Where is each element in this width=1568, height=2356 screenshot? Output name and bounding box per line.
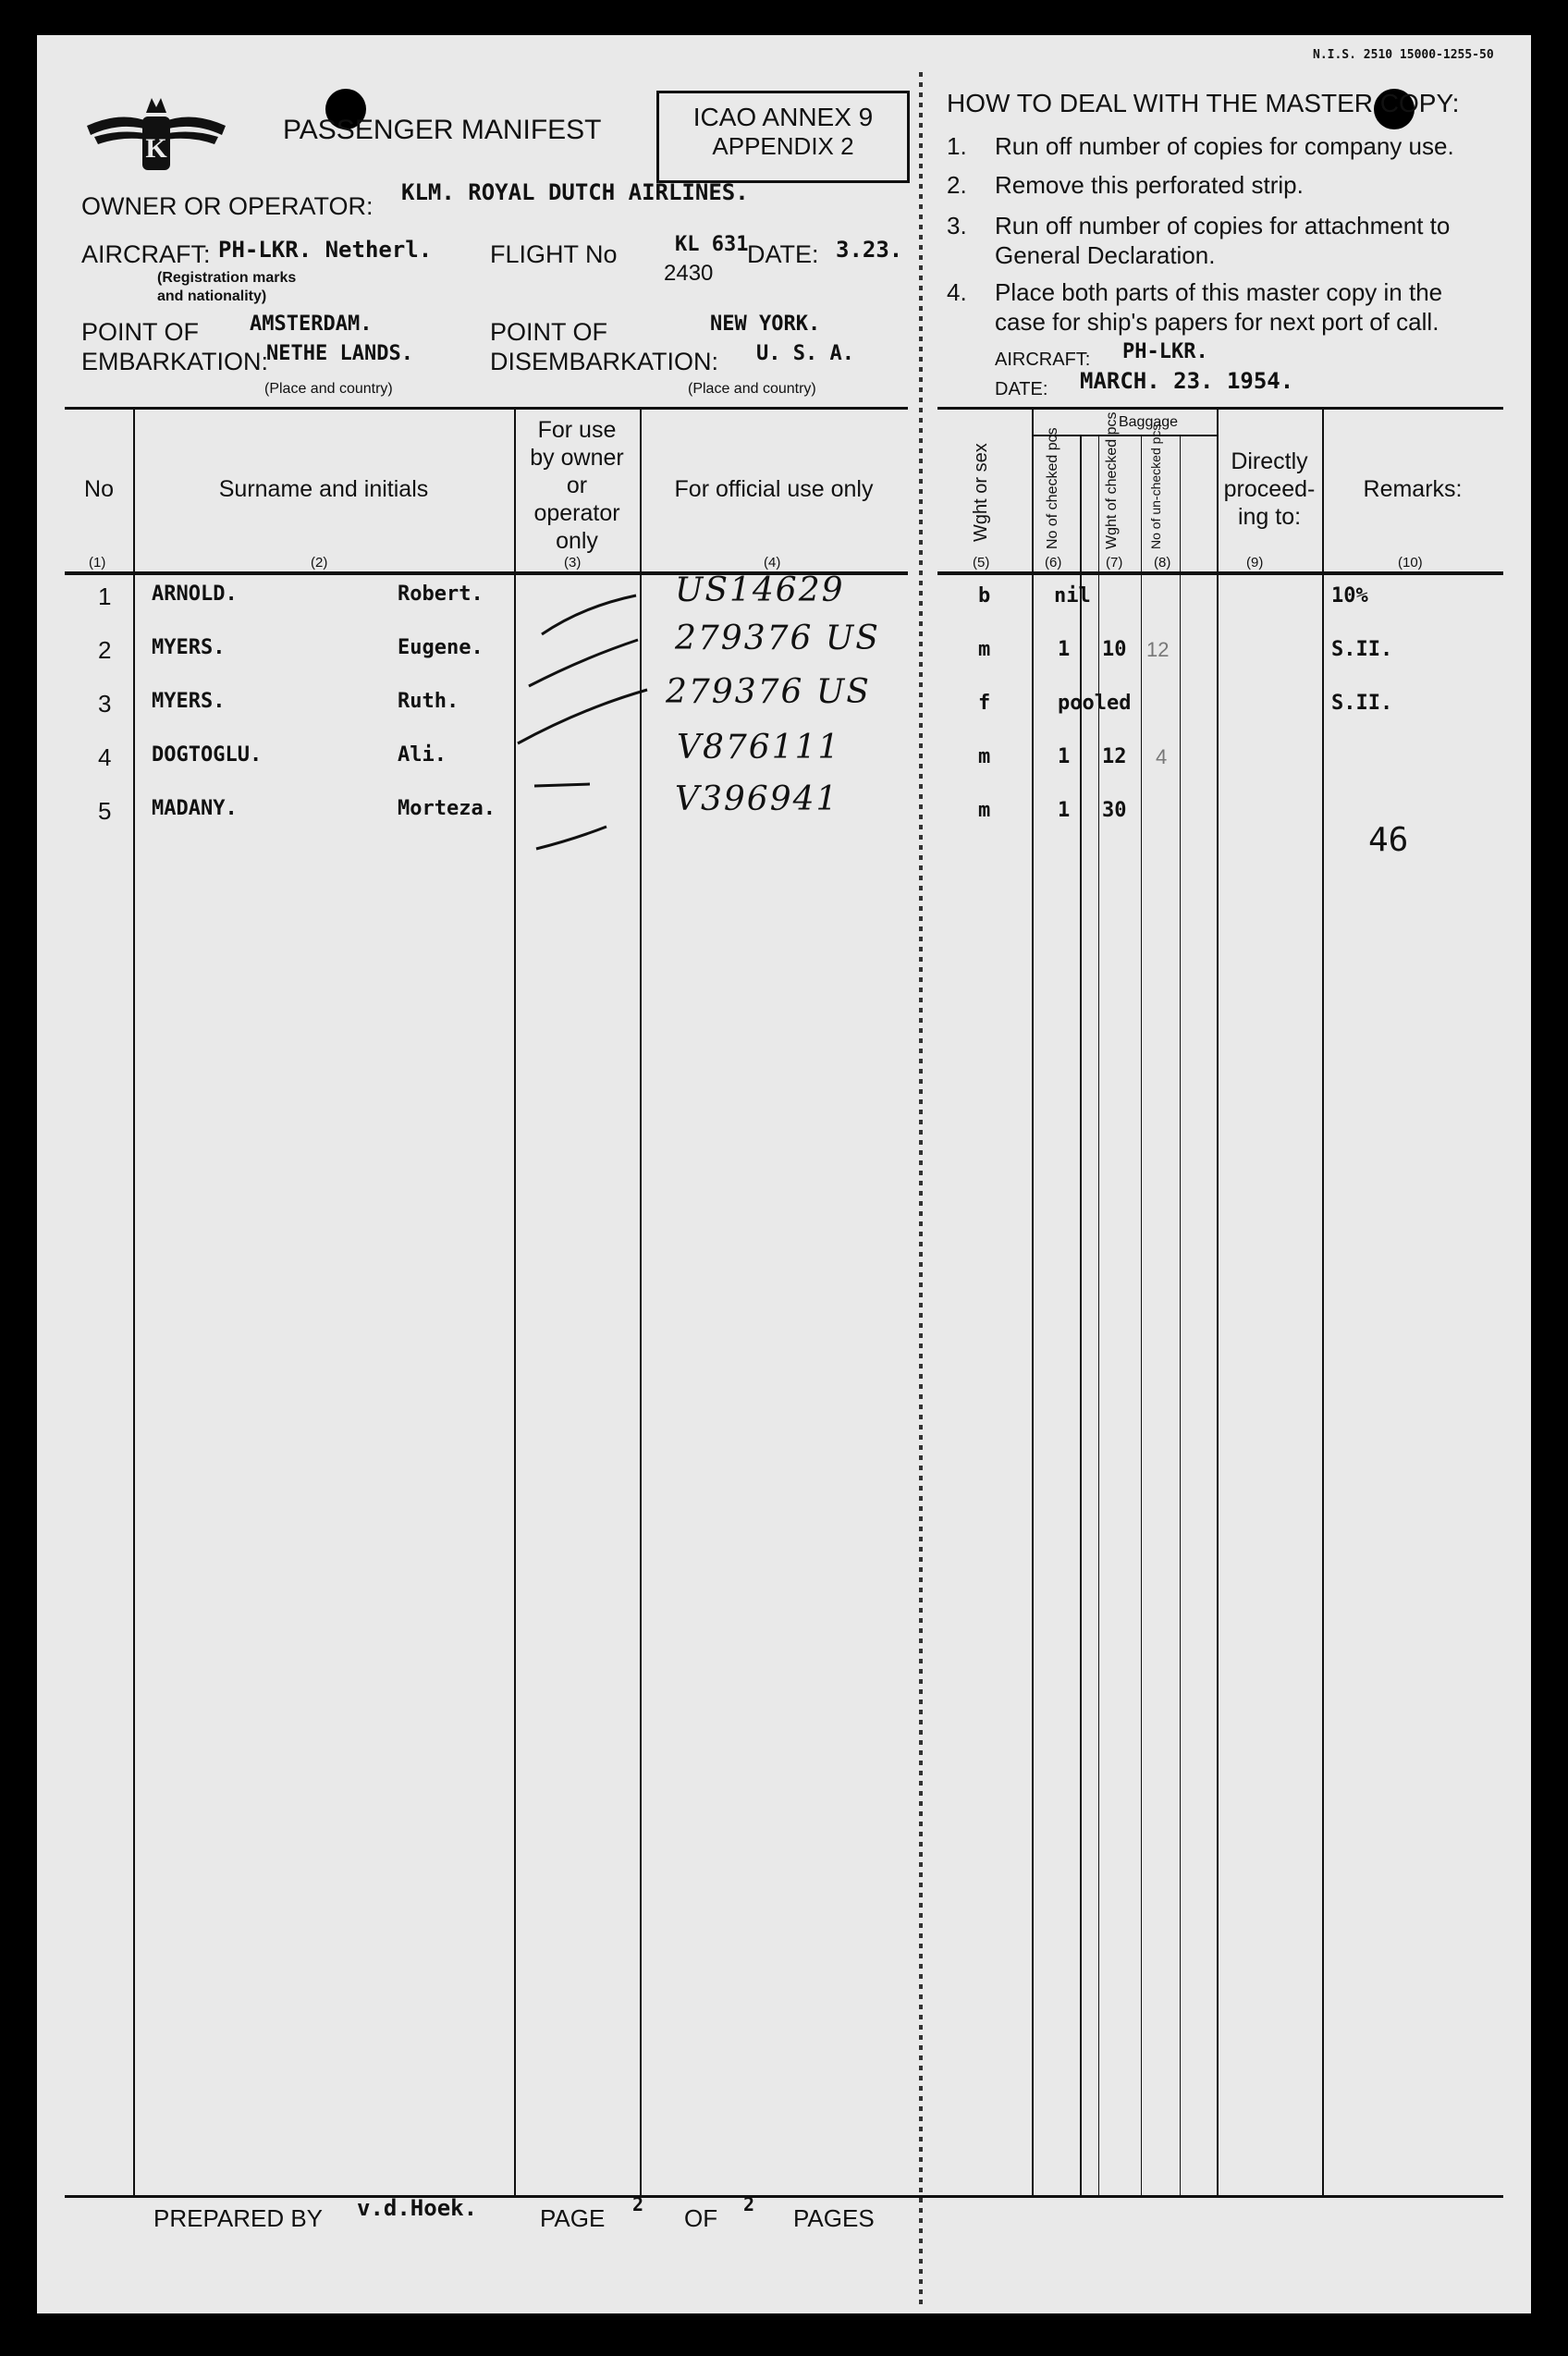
instr-text-4a: Place both parts of this master copy in the <box>995 278 1443 306</box>
row-official: US14629 <box>675 571 845 609</box>
table-top-rule-left <box>65 407 908 410</box>
instr-text-3a: Run off number of copies for attachment to <box>995 212 1451 239</box>
col-num: (2) <box>311 555 328 571</box>
of-value: 2 <box>743 2193 755 2215</box>
embark-value1: AMSTERDAM. <box>250 313 373 336</box>
print-code: N.I.S. 2510 15000-1255-50 <box>1313 48 1494 62</box>
col-num: (1) <box>89 555 106 571</box>
col-unchecked-pcs-header: No of un-checked pcs <box>1148 423 1163 549</box>
row-initials: Morteza. <box>398 797 496 820</box>
disembark-label2: DISEMBARKATION: <box>490 348 719 375</box>
row-remarks: 10% <box>1331 584 1368 607</box>
disembark-sub: (Place and country) <box>688 381 816 397</box>
row-sex: m <box>978 799 991 822</box>
row-official: 279376 US <box>675 620 880 657</box>
row-official: V396941 <box>675 780 839 818</box>
aircraft-sub2: and nationality) <box>157 288 267 304</box>
col-divider <box>1141 436 1142 2197</box>
row-wght: 12 <box>1102 745 1127 768</box>
instr-text-4b: case for ship's papers for next port of call. <box>995 308 1439 336</box>
row-no: 1 <box>98 583 112 610</box>
row-pcs: 1 <box>1058 638 1071 661</box>
row-remarks: S.II. <box>1331 692 1393 715</box>
flight-value2: 2430 <box>664 261 714 286</box>
date-label: DATE: <box>747 240 819 268</box>
col-owner-use-header-3: or <box>566 472 588 498</box>
instr-text-1: Run off number of copies for company use. <box>995 132 1454 160</box>
row-initials: Eugene. <box>398 636 484 659</box>
flight-label: FLIGHT No <box>490 240 618 268</box>
row-no: 4 <box>98 743 112 771</box>
owner-value: KLM. ROYAL DUTCH AIRLINES. <box>401 179 749 205</box>
embark-label2: EMBARKATION: <box>81 348 269 375</box>
row-wght: 30 <box>1102 799 1127 822</box>
check-marks <box>490 581 666 858</box>
instr-text-2: Remove this perforated strip. <box>995 171 1304 199</box>
embark-sub: (Place and country) <box>264 381 393 397</box>
aircraft-sub1: (Registration marks <box>157 270 297 286</box>
disembark-label1: POINT OF <box>490 318 608 346</box>
col-divider <box>1322 409 1324 2197</box>
col-no-header: No <box>84 476 114 502</box>
instr-text-3b: General Declaration. <box>995 241 1216 269</box>
instr-num-2: 2. <box>947 171 967 199</box>
manifest-title: PASSENGER MANIFEST <box>283 115 602 145</box>
col-num: (10) <box>1398 555 1423 571</box>
col-baggage-header: Baggage <box>1118 414 1179 430</box>
col-num: (8) <box>1154 555 1171 571</box>
master-copy-title: HOW TO DEAL WITH THE MASTER COPY: <box>947 89 1460 117</box>
row-pcs: nil <box>1054 584 1091 607</box>
col-owner-use-header-5: only <box>556 528 598 554</box>
col-directly-header-3: ing to: <box>1237 504 1302 530</box>
aircraft-value: PH-LKR. Netherl. <box>218 237 433 263</box>
col-num: (3) <box>564 555 582 571</box>
row-no: 5 <box>98 797 112 825</box>
col-divider <box>1180 436 1181 2197</box>
row-uncheck: 12 <box>1146 638 1170 661</box>
row-surname: ARNOLD. <box>152 583 238 606</box>
aircraft-label: AIRCRAFT: <box>81 240 211 268</box>
footer-rule <box>65 2195 1503 2198</box>
mc-aircraft-value: PH-LKR. <box>1122 340 1208 363</box>
perforated-strip <box>919 72 923 2310</box>
col-divider <box>133 409 135 2197</box>
row-sex: b <box>978 584 991 607</box>
row-remarks: S.II. <box>1331 638 1393 661</box>
col-divider <box>1032 409 1034 2197</box>
col-owner-use-header-1: For use <box>537 417 617 443</box>
row-pcs: 1 <box>1058 745 1071 768</box>
owner-label: OWNER OR OPERATOR: <box>81 192 374 220</box>
prepared-label: PREPARED BY <box>153 2204 324 2232</box>
row-no: 2 <box>98 636 112 664</box>
row-uncheck: 4 <box>1156 745 1168 768</box>
svg-text:K: K <box>145 133 167 164</box>
row-surname: MYERS. <box>152 690 226 713</box>
row-surname: MADANY. <box>152 797 238 820</box>
col-directly-header-1: Directly <box>1231 448 1308 474</box>
disembark-value1: NEW YORK. <box>710 313 821 336</box>
row-pcs: pooled <box>1058 692 1132 715</box>
header-bottom-rule-right <box>937 571 1503 575</box>
row-surname: DOGTOGLU. <box>152 743 263 767</box>
embark-value2: NETHE LANDS. <box>266 342 413 365</box>
row-no: 3 <box>98 690 112 718</box>
row-official: V876111 <box>677 729 841 767</box>
col-owner-use-header-4: operator <box>533 500 620 526</box>
col-num: (7) <box>1106 555 1123 571</box>
mc-date-value: MARCH. 23. 1954. <box>1080 368 1294 394</box>
col-divider <box>1217 409 1219 2197</box>
col-wght-checked-header: Wght of checked pcs <box>1104 411 1120 549</box>
row-surname: MYERS. <box>152 636 226 659</box>
klm-crown-logo <box>78 89 235 181</box>
row-sex: f <box>978 692 991 715</box>
disembark-value2: U. S. A. <box>756 342 854 365</box>
mc-aircraft-label: AIRCRAFT: <box>995 350 1091 370</box>
row-initials: Robert. <box>398 583 484 606</box>
row-initials: Ruth. <box>398 690 459 713</box>
manifest-sheet <box>37 35 1531 2313</box>
page-number-mark: 46 <box>1368 821 1409 859</box>
col-wght-sex-header: Wght or sex <box>971 443 991 542</box>
page-label: PAGE <box>540 2204 606 2232</box>
col-remarks-header: Remarks: <box>1363 476 1463 502</box>
col-num: (5) <box>973 555 990 571</box>
col-num: (6) <box>1045 555 1062 571</box>
pages-label: PAGES <box>793 2204 875 2232</box>
table-top-rule-right <box>937 407 1503 410</box>
icao-box: ICAO ANNEX 9 APPENDIX 2 <box>656 91 910 183</box>
row-wght: 10 <box>1102 638 1127 661</box>
date-value: 3.23. <box>836 237 903 263</box>
col-num: (9) <box>1246 555 1264 571</box>
col-owner-use-header-2: by owner <box>530 445 624 471</box>
flight-value: KL 631 <box>675 233 749 256</box>
col-directly-header-2: proceed- <box>1223 476 1316 502</box>
col-official-header: For official use only <box>674 476 874 502</box>
instr-num-4: 4. <box>947 278 967 306</box>
col-surname-header: Surname and initials <box>218 476 429 502</box>
instr-num-1: 1. <box>947 132 967 160</box>
prepared-value: v.d.Hoek. <box>357 2195 478 2221</box>
instr-num-3: 3. <box>947 212 967 239</box>
mc-date-label: DATE: <box>995 379 1048 399</box>
row-initials: Ali. <box>398 743 447 767</box>
col-num: (4) <box>764 555 781 571</box>
page-value: 2 <box>632 2193 644 2215</box>
of-label: OF <box>684 2204 718 2232</box>
embark-label1: POINT OF <box>81 318 200 346</box>
col-checked-pcs-header: No of checked pcs <box>1045 427 1060 549</box>
row-official: 279376 US <box>666 673 871 711</box>
row-sex: m <box>978 745 991 768</box>
row-pcs: 1 <box>1058 799 1071 822</box>
row-sex: m <box>978 638 991 661</box>
